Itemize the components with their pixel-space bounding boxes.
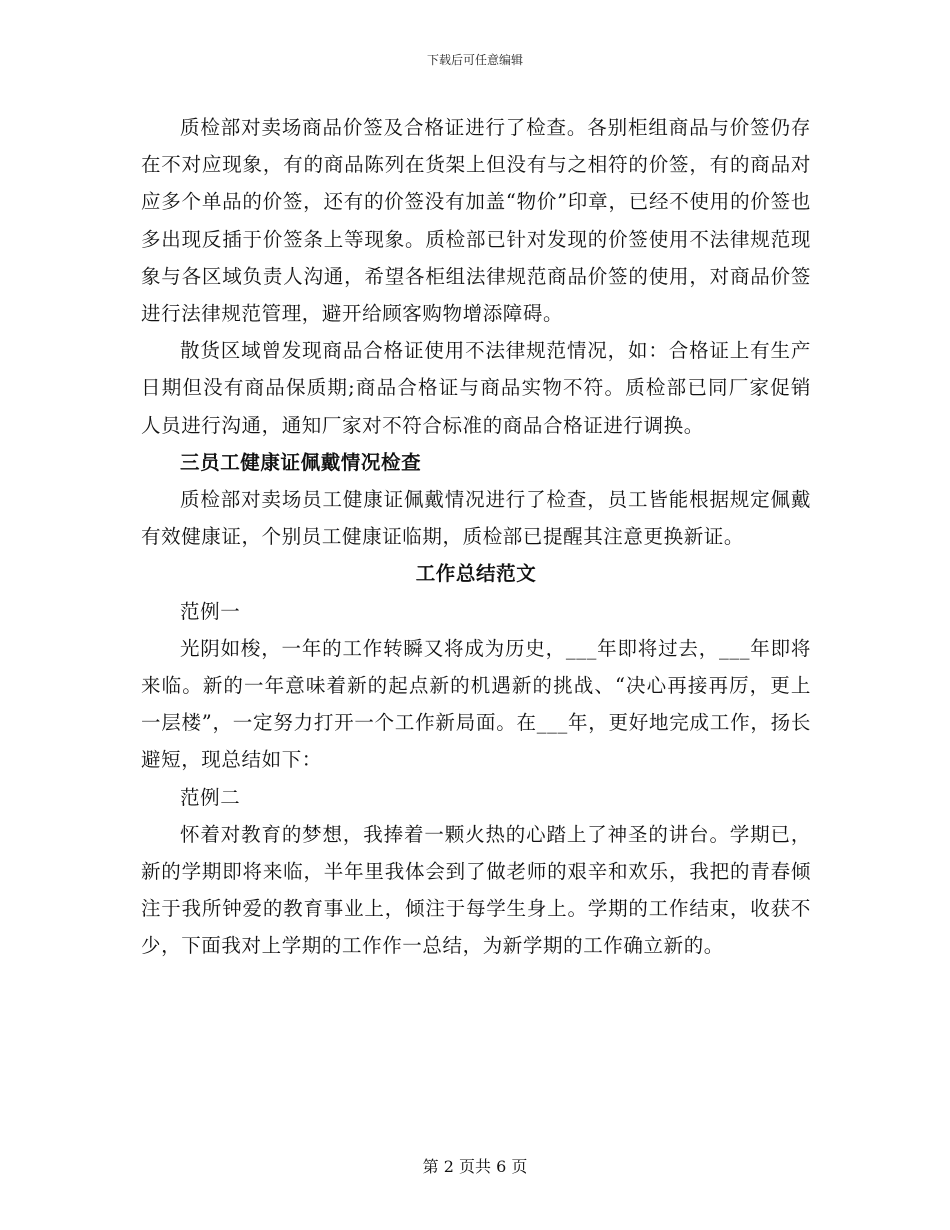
example-two-label: 范例二	[180, 785, 241, 809]
document-body	[141, 109, 811, 965]
page-footer: 第 2 页共 6 页	[422, 1157, 528, 1176]
section-heading-health-certificate: 三员工健康证佩戴情况检查	[180, 450, 422, 474]
example-one-text: 光阴如梭，一年的工作转瞬又将成为历史，___年即将过去，___年即将来临。新的一年意味着新的起点新的机遇新的挑战、“决心再接再厉，更上一层楼”，一定努力打开一个工作新局面。在___年，更好地完成工作，扬长避短，现总结如下：	[141, 636, 811, 772]
example-two-text: 怀着对教育的梦想，我捧着一颗火热的心踏上了神圣的讲台。学期已，新的学期即将来临，半年里我体会到了做老师的艰辛和欢乐，我把的青春倾注于我所钟爱的教育事业上，倾注于每学生身上。学期的工作结束，收获不少，下面我对上学期的工作作一总结，为新学期的工作确立新的。	[141, 822, 811, 958]
paragraph-certificate-check: 散货区域曾发现商品合格证使用不法律规范情况，如：合格证上有生产日期但没有商品保质期;商品合格证与商品实物不符。质检部已同厂家促销人员进行沟通，通知厂家对不符合标准的商品合格证进行调换。	[141, 339, 811, 437]
page-header: 下载后可任意编辑	[426, 53, 523, 67]
paragraph-health-certificate: 质检部对卖场员工健康证佩戴情况进行了检查，员工皆能根据规定佩戴有效健康证，个别员工健康证临期，质检部已提醒其注意更换新证。	[141, 488, 811, 549]
section-title-work-summary: 工作总结范文	[415, 562, 537, 586]
paragraph-price-tag-check: 质检部对卖场商品价签及合格证进行了检查。各别柜组商品与价签仍存在不对应现象，有的商品陈列在货架上但没有与之相符的价签，有的商品对应多个单品的价签，还有的价签没有加盖“物价”印章，已经不使用的价签也多出现反插于价签条上等现象。质检部已针对发现的价签使用不法律规范现象与各区域负责人沟通，希望各柜组法律规范商品价签的使用，对商品价签进行法律规范管理，避开给顾客购物增添障碍。	[141, 116, 811, 326]
example-one-label: 范例一	[180, 599, 241, 623]
